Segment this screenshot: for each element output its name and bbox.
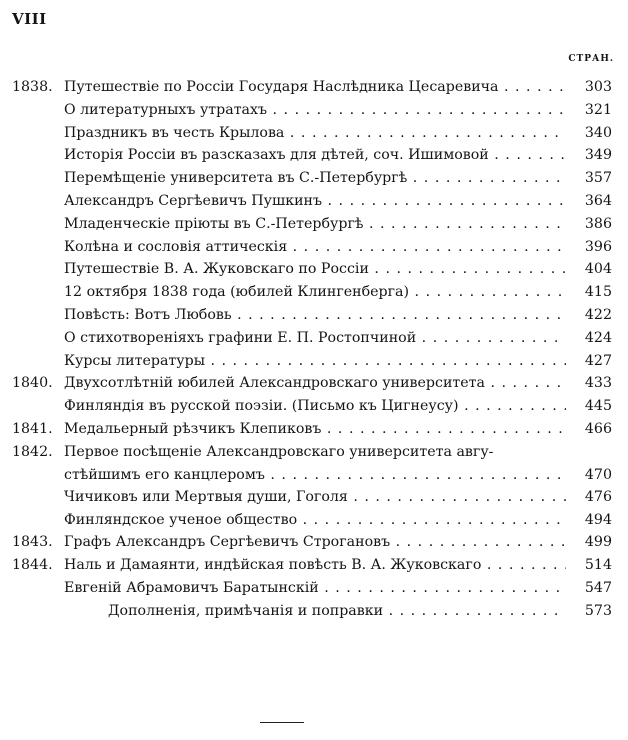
toc-page-number: 422 — [584, 306, 612, 323]
toc-title: Путешествіе В. А. Жуковскаго по Россіи . . . — [64, 258, 566, 281]
toc-year: 1843. — [12, 534, 53, 551]
toc-entry — [12, 395, 612, 418]
toc-title: Исторія Россіи въ разсказахъ для дѣтей, соч. Ишимовой . . . — [64, 144, 566, 167]
toc-entry — [12, 167, 612, 190]
toc-page-number: 396 — [584, 238, 612, 255]
toc-entry — [12, 486, 612, 509]
toc-entry — [12, 304, 612, 327]
toc-title: Финляндское ученое общество . . . — [64, 509, 566, 532]
toc-page-number: 494 — [584, 511, 612, 528]
toc-entry — [12, 577, 612, 600]
toc-entry — [12, 350, 612, 373]
toc-page-number: 470 — [584, 466, 612, 483]
toc-entry — [12, 99, 612, 122]
page-number: VIII — [12, 10, 47, 28]
toc-title: Курсы литературы . . . — [64, 350, 566, 373]
toc-entry — [12, 509, 612, 532]
toc-year: 1841. — [12, 420, 53, 437]
toc-entry — [12, 531, 612, 554]
toc-title: Евгеній Абрамовичъ Баратынскій . . . — [64, 577, 566, 600]
toc-entry — [12, 190, 612, 213]
toc-title: О стихотвореніяхъ графини Е. П. Ростопчиной . . . — [64, 327, 566, 350]
toc-page-number: 340 — [584, 124, 612, 141]
toc-entry — [12, 441, 612, 486]
toc-entry — [12, 554, 612, 577]
table-of-contents — [12, 76, 612, 623]
toc-title: Финляндія въ русской поэзіи. (Письмо къ Цигнеусу) . . . — [64, 395, 566, 418]
toc-page-number: 364 — [584, 192, 612, 209]
toc-page-number: 547 — [584, 579, 612, 596]
toc-title: Чичиковъ или Мертвыя души, Гоголя . . . — [64, 486, 566, 509]
toc-entry — [12, 281, 612, 304]
toc-page-number: 424 — [584, 329, 612, 346]
toc-title: Перемѣщеніе университета въ С.-Петербургѣ . . . — [64, 167, 566, 190]
toc-title: Медальерный рѣзчикъ Клепиковъ . . . — [64, 418, 566, 441]
toc-page-number: 466 — [584, 420, 612, 437]
page-column-header: СТРАН. — [568, 54, 614, 64]
toc-title: 12 октября 1838 года (юбилей Клингенберга) . . . — [64, 281, 566, 304]
toc-title: Колѣна и сословія аттическія . . . — [64, 236, 566, 259]
toc-page-number: 433 — [584, 375, 612, 392]
toc-page-number: 357 — [584, 170, 612, 187]
toc-title: Наль и Дамаянти, индѣйская повѣсть В. А. Жуковскаго . . . — [64, 554, 566, 577]
end-rule — [260, 722, 304, 723]
toc-title: О литературныхъ утратахъ . . . — [64, 99, 566, 122]
toc-year: 1838. — [12, 79, 53, 95]
toc-entry — [12, 122, 612, 145]
toc-page-number: 303 — [584, 79, 612, 95]
toc-title: Александръ Сергѣевичъ Пушкинъ . . . — [64, 190, 566, 213]
toc-page-number: 514 — [584, 557, 612, 574]
toc-entry — [12, 144, 612, 167]
toc-page-number: 386 — [584, 215, 612, 232]
toc-title: Дополненія, примѣчанія и поправки . . . — [108, 600, 566, 623]
toc-page-number: 476 — [584, 488, 612, 505]
toc-title: Повѣсть: Вотъ Любовь . . . — [64, 304, 566, 327]
toc-page-number: 427 — [584, 352, 612, 369]
toc-year: 1844. — [12, 557, 53, 574]
toc-page-number: 445 — [584, 398, 612, 415]
toc-title: Путешествіе по Россіи Государя Наслѣдника Цесаревича . . . — [64, 76, 566, 99]
toc-page-number: 415 — [584, 284, 612, 301]
toc-year: 1840. — [12, 375, 53, 392]
toc-entry — [12, 372, 612, 395]
toc-entry — [12, 76, 612, 99]
toc-entry — [12, 213, 612, 236]
toc-title-continuation: стѣйшимъ его канцлеромъ . . . — [64, 464, 566, 487]
toc-title: Первое посѣщеніе Александровскаго университета авгу- — [64, 443, 494, 460]
toc-entry — [12, 236, 612, 259]
toc-title: Младенческіе пріюты въ С.-Петербургѣ . . . — [64, 213, 566, 236]
toc-page-number: 499 — [584, 534, 612, 551]
toc-page-number: 573 — [584, 602, 612, 619]
toc-entry — [12, 418, 612, 441]
toc-title: Двухсотлѣтній юбилей Александровскаго университета . . . — [64, 372, 566, 395]
toc-page-number: 321 — [584, 101, 612, 118]
toc-page-number: 349 — [584, 147, 612, 164]
toc-title: Праздникъ въ честь Крылова . . . — [64, 122, 566, 145]
toc-entry — [12, 258, 612, 281]
toc-page-number: 404 — [584, 261, 612, 278]
toc-title: Графъ Александръ Сергѣевичъ Строгановъ . . . — [64, 531, 566, 554]
toc-year: 1842. — [12, 443, 53, 460]
toc-entry — [12, 327, 612, 350]
toc-entry — [12, 600, 612, 623]
